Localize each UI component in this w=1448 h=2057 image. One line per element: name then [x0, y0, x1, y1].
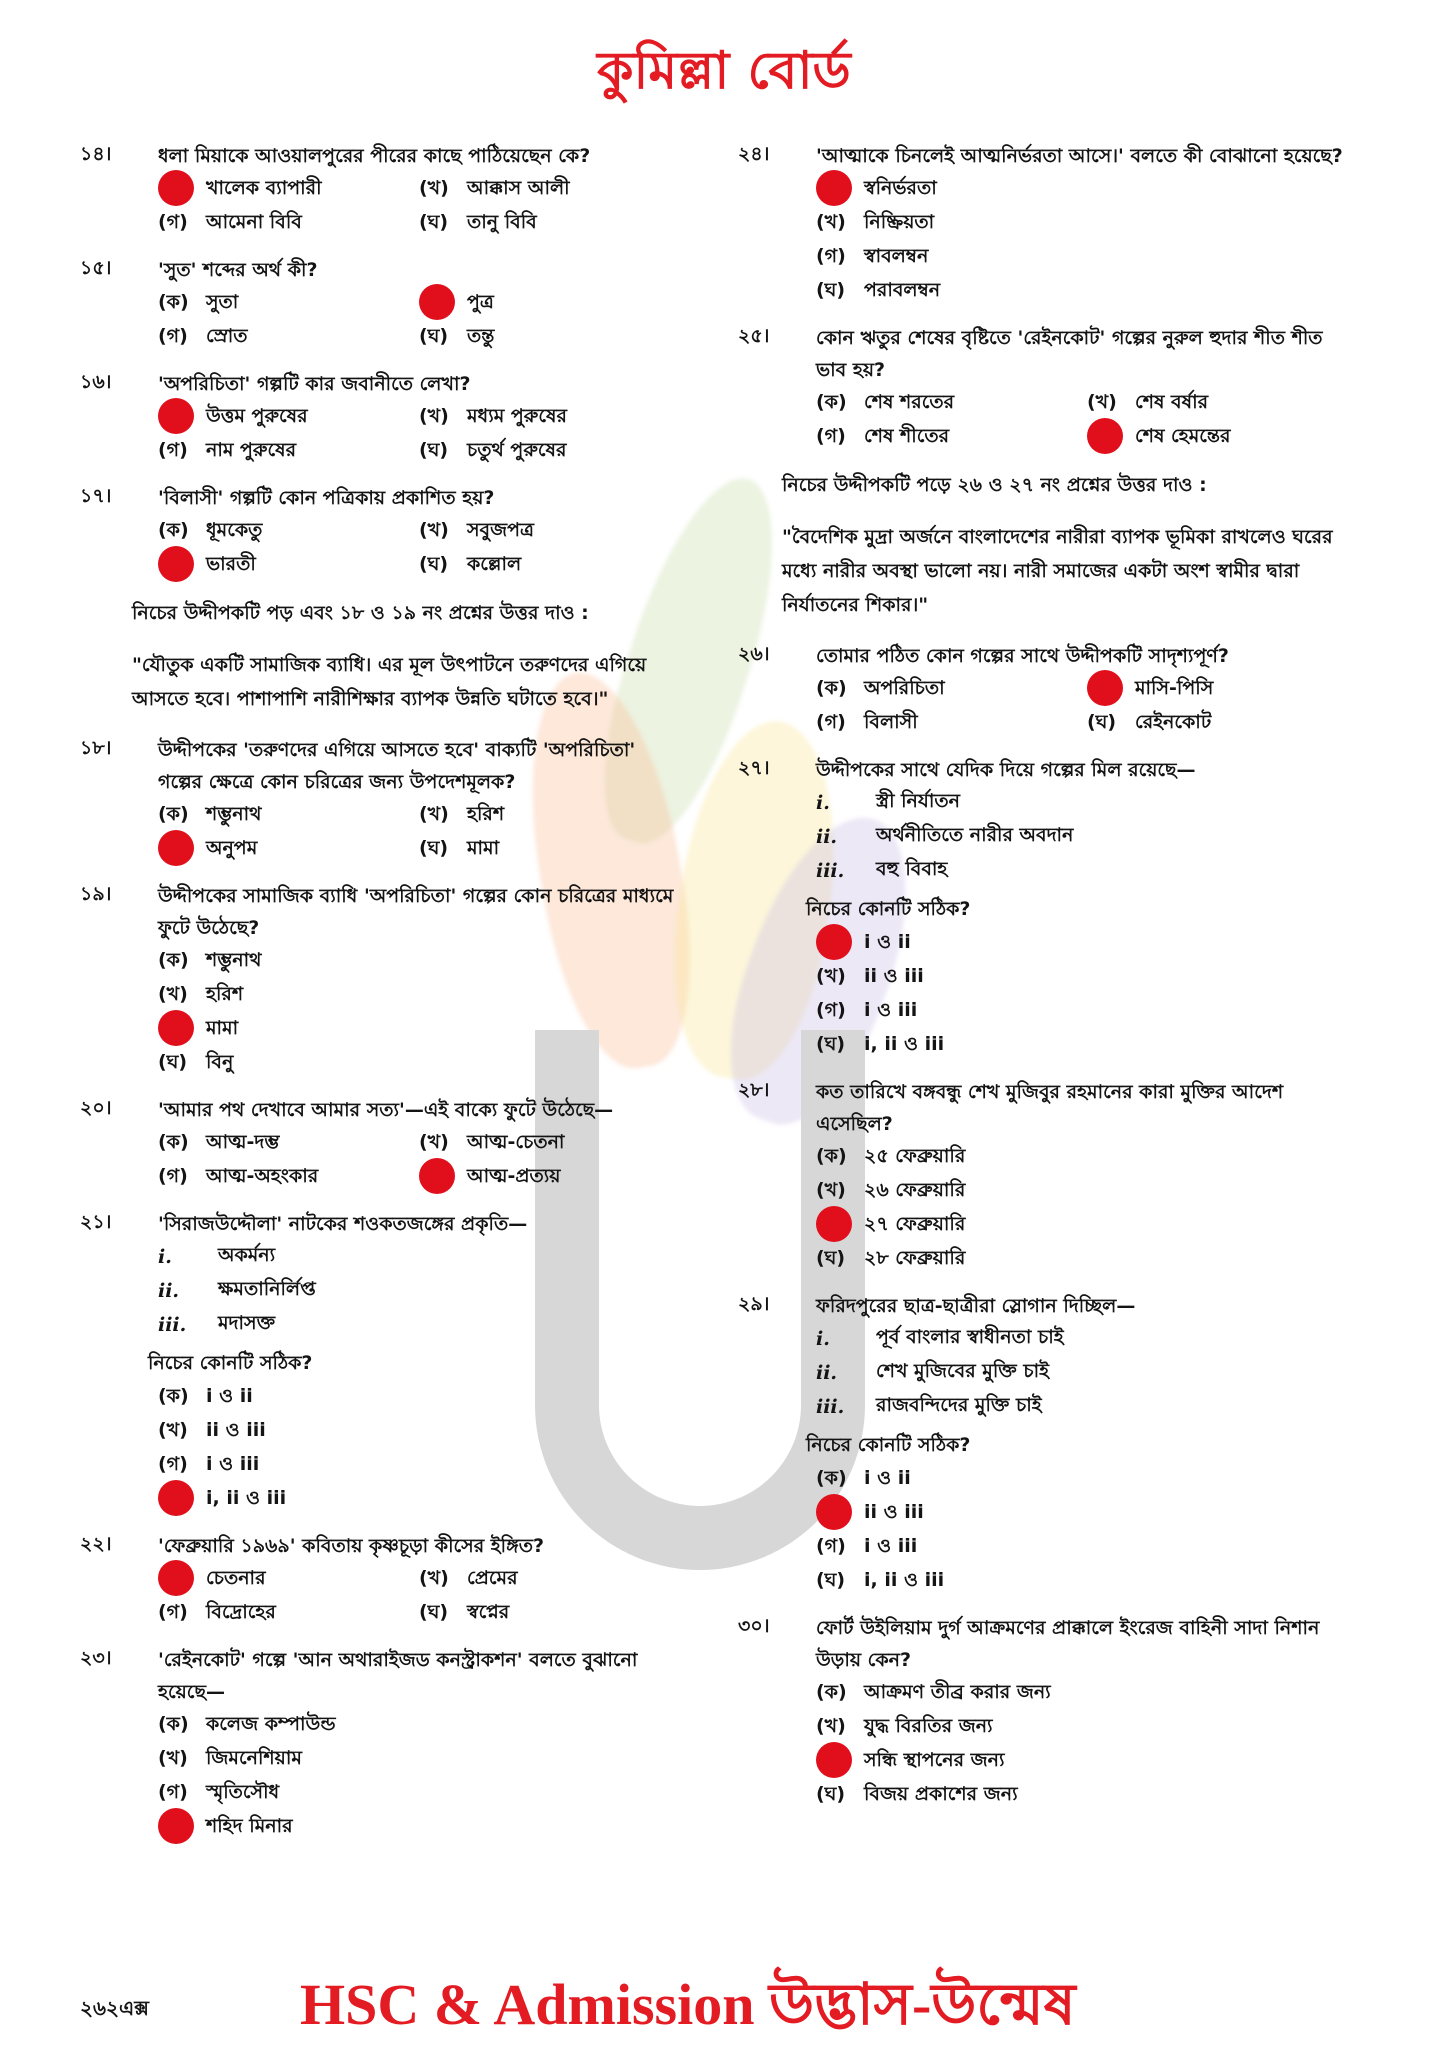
stimulus-instruction: নিচের উদ্দীপকটি পড় এবং ১৮ ও ১৯ নং প্রশ্নের উত্তর দাও :	[132, 602, 589, 624]
option-ga[interactable]: (গ) i ও iii	[158, 1453, 260, 1475]
question-number: ২২।	[80, 1533, 112, 1555]
options-list	[158, 946, 680, 1080]
option-gha[interactable]: (ঘ) মামা	[419, 837, 500, 859]
question-number: ২০।	[80, 1097, 112, 1119]
option-ga[interactable]: অনুপম	[158, 834, 419, 866]
answer-marker	[158, 1560, 194, 1596]
option-kha[interactable]: (খ) জিমনেশিয়াম	[158, 1747, 302, 1769]
answer-marker	[816, 1494, 852, 1530]
question-text: কোন ঋতুর শেষের বৃষ্টিতে 'রেইনকোট' গল্পের নুরুল হুদার শীত শীত ভাব হয়?	[816, 327, 1323, 381]
question-number: ২৪।	[738, 143, 770, 165]
question-number: ২৫।	[738, 325, 770, 347]
question-text: উদ্দীপকের সাথে যেদিক দিয়ে গল্পের মিল রয়েছে—	[816, 759, 1196, 781]
option-kha[interactable]: (খ) হরিশ	[419, 803, 505, 825]
option-ka[interactable]: (ক) সুতা	[158, 291, 239, 313]
option-ga[interactable]: (গ) স্রোত	[158, 325, 248, 347]
question-text: ধলা মিয়াকে আওয়ালপুরের পীরের কাছে পাঠিয়েছেন কে?	[158, 145, 591, 167]
answer-marker	[158, 170, 194, 206]
options-list	[158, 1710, 680, 1844]
question-text: তোমার পঠিত কোন গল্পের সাথে উদ্দীপকটি সাদৃশ্যপূর্ণ?	[816, 645, 1229, 667]
question-17	[80, 482, 680, 582]
brand-banner: HSC & Admission উদ্ভাস-উন্মেষ	[300, 1972, 1076, 2037]
option-kha[interactable]: (খ) প্রেমের	[419, 1567, 518, 1589]
answer-marker	[816, 1742, 852, 1778]
option-kha[interactable]: (খ) সবুজপত্র	[419, 519, 534, 541]
option-ga[interactable]: (গ) স্মৃতিসৌধ	[158, 1781, 280, 1803]
options-grid	[158, 1564, 680, 1630]
answer-marker	[419, 1158, 455, 1194]
option-ka[interactable]: স্বনির্ভরতা	[816, 174, 1358, 206]
option-ga[interactable]: (গ) শেষ শীতের	[816, 425, 950, 447]
option-gha[interactable]: (ঘ) তন্তু	[419, 325, 495, 347]
option-gha[interactable]: (ঘ) তানু বিবি	[419, 211, 537, 233]
option-ka[interactable]: (ক) কলেজ কম্পাউন্ড	[158, 1713, 336, 1735]
options-list	[158, 1382, 680, 1516]
question-28	[738, 1076, 1358, 1276]
question-text: উদ্দীপকের 'তরুণদের এগিয়ে আসতে হবে' বাক্যটি 'অপরিচিতা' গল্পের ক্ষেত্রে কোন চরিত্রের জন্য উপদেশমূলক?	[158, 739, 636, 793]
option-ga[interactable]: (গ) i ও iii	[816, 1535, 918, 1557]
option-ka[interactable]: (ক) ধূমকেতু	[158, 519, 263, 541]
question-24	[738, 140, 1358, 308]
question-number: ১৮।	[80, 737, 112, 759]
statement-ii: ii. ক্ষমতানির্লিপ্ত	[158, 1278, 316, 1302]
option-ga[interactable]: (গ) বিলাসী	[816, 711, 918, 733]
option-kha[interactable]: মাসি-পিসি	[1087, 674, 1358, 706]
options-list	[816, 1142, 1358, 1276]
statement-i: i. অকর্মন্য	[158, 1244, 276, 1268]
sub-question: নিচের কোনটি সঠিক?	[148, 1352, 313, 1374]
answer-marker	[816, 1206, 852, 1242]
page-footer	[0, 1960, 1448, 2037]
answer-marker	[158, 1010, 194, 1046]
option-ga[interactable]: (গ) নাম পুরুষের	[158, 439, 297, 461]
options-grid	[158, 800, 680, 866]
question-15	[80, 254, 680, 354]
options-grid	[816, 388, 1358, 454]
option-kha[interactable]: (খ) আক্কাস আলী	[419, 177, 570, 199]
statement-i: i. পূর্ব বাংলার স্বাধীনতা চাই	[816, 1326, 1064, 1350]
statement-ii: ii. অর্থনীতিতে নারীর অবদান	[816, 824, 1074, 848]
option-kha[interactable]: (খ) ii ও iii	[158, 1419, 266, 1441]
question-text: 'সিরাজউদ্দৌলা' নাটকের শওকতজঙ্গের প্রকৃতি—	[158, 1213, 528, 1235]
question-text: ফরিদপুরের ছাত্র-ছাত্রীরা স্লোগান দিচ্ছিল—	[816, 1295, 1136, 1317]
stimulus-passage: "বৈদেশিক মুদ্রা অর্জনে বাংলাদেশের নারীরা ব্যাপক ভূমিকা রাখলেও ঘরের মধ্যে নারীর অবস্থা ভালো নয়। নারী সমাজের একটা অংশ স্বামীর দ্বারা নির্যাতনের শিকার।"	[782, 526, 1333, 616]
option-ga[interactable]: (গ) বিদ্রোহের	[158, 1601, 276, 1623]
option-gha[interactable]: শেষ হেমন্তের	[1087, 422, 1358, 454]
statement-iii: iii. রাজবন্দিদের মুক্তি চাই	[816, 1394, 1042, 1418]
stimulus-instruction: নিচের উদ্দীপকটি পড়ে ২৬ ও ২৭ নং প্রশ্নের উত্তর দাও :	[782, 474, 1207, 496]
question-25	[738, 322, 1358, 454]
option-gha[interactable]: (ঘ) পরাবলম্বন	[816, 279, 941, 301]
question-text: 'অপরিচিতা' গল্পটি কার জবানীতে লেখা?	[158, 373, 471, 395]
option-gha[interactable]: আত্ম-প্রত্যয়	[419, 1162, 680, 1194]
option-kha[interactable]: (খ) আত্ম-চেতনা	[419, 1131, 565, 1153]
option-ka[interactable]: (ক) শম্ভুনাথ	[158, 803, 262, 825]
option-gha[interactable]: (ঘ) বিনু	[158, 1051, 234, 1073]
option-gha[interactable]: (ঘ) i, ii ও iii	[816, 1569, 945, 1591]
sub-question: নিচের কোনটি সঠিক?	[806, 898, 971, 920]
option-ka[interactable]: (ক) আত্ম-দম্ভ	[158, 1131, 280, 1153]
option-kha[interactable]: (খ) হরিশ	[158, 983, 244, 1005]
statement-ii: ii. শেখ মুজিবের মুক্তি চাই	[816, 1360, 1050, 1384]
question-text: 'রেইনকোট' গল্পে 'আন অথারাইজড কনস্ট্রাকশন' বলতে বুঝানো হয়েছে—	[158, 1649, 638, 1703]
options-grid	[158, 288, 680, 354]
options-grid	[158, 402, 680, 468]
option-gha[interactable]: (ঘ) স্বপ্নের	[419, 1601, 510, 1623]
question-number: ২৯।	[738, 1293, 770, 1315]
option-ka[interactable]: (ক) আক্রমণ তীব্র করার জন্য	[816, 1681, 1051, 1703]
option-ga[interactable]: সন্ধি স্থাপনের জন্য	[816, 1746, 1358, 1778]
option-kha[interactable]: ii ও iii	[816, 1498, 1358, 1530]
option-ka[interactable]: (ক) শম্ভুনাথ	[158, 949, 262, 971]
option-gha[interactable]: (ঘ) চতুর্থ পুরুষের	[419, 439, 567, 461]
right-column	[738, 140, 1358, 1826]
options-list	[816, 928, 1358, 1062]
option-ga[interactable]: (গ) আত্ম-অহংকার	[158, 1165, 319, 1187]
answer-marker	[158, 1480, 194, 1516]
question-22	[80, 1530, 680, 1630]
question-26	[738, 640, 1358, 740]
option-gha[interactable]: শহিদ মিনার	[158, 1812, 680, 1844]
question-14	[80, 140, 680, 240]
left-column	[80, 140, 680, 1858]
question-16	[80, 368, 680, 468]
option-ka[interactable]: (ক) শেষ শরতের	[816, 391, 955, 413]
option-ka[interactable]: খালেক ব্যাপারী	[158, 174, 419, 206]
question-20	[80, 1094, 680, 1194]
option-ka[interactable]: (ক) ২৫ ফেব্রুয়ারি	[816, 1145, 966, 1167]
option-kha[interactable]: (খ) নিষ্ক্রিয়তা	[816, 211, 935, 233]
answer-marker	[816, 170, 852, 206]
option-ga[interactable]: ভারতী	[158, 550, 419, 582]
option-kha[interactable]: (খ) ii ও iii	[816, 965, 924, 987]
question-number: ১৭।	[80, 485, 112, 507]
question-text: 'ফেব্রুয়ারি ১৯৬৯' কবিতায় কৃষ্ণচূড়া কীসের ইঙ্গিত?	[158, 1535, 544, 1557]
question-number: ১৪।	[80, 143, 112, 165]
option-kha[interactable]: পুত্র	[419, 288, 680, 320]
options-list	[816, 174, 1358, 308]
question-23	[80, 1644, 680, 1844]
answer-marker	[1087, 670, 1123, 706]
statement-i: i. স্ত্রী নির্যাতন	[816, 790, 960, 814]
options-list	[816, 1678, 1358, 1812]
option-ga[interactable]: ২৭ ফেব্রুয়ারি	[816, 1210, 1358, 1242]
option-kha[interactable]: (খ) ২৬ ফেব্রুয়ারি	[816, 1179, 966, 1201]
option-ga[interactable]: (গ) স্বাবলম্বন	[816, 245, 929, 267]
option-gha[interactable]: (ঘ) রেইনকোট	[1087, 711, 1212, 733]
option-gha[interactable]: (ঘ) ২৮ ফেব্রুয়ারি	[816, 1247, 966, 1269]
answer-marker	[158, 1808, 194, 1844]
statement-iii: iii. বহু বিবাহ	[816, 858, 948, 882]
answer-marker	[158, 398, 194, 434]
answer-marker	[158, 830, 194, 866]
option-ka[interactable]: উত্তম পুরুষের	[158, 402, 419, 434]
question-text: 'বিলাসী' গল্পটি কোন পত্রিকায় প্রকাশিত হয়?	[158, 487, 495, 509]
question-text: 'আমার পথ দেখাবে আমার সত্য'—এই বাক্যে ফুটে উঠেছে—	[158, 1099, 614, 1121]
option-ga[interactable]: (গ) আমেনা বিবি	[158, 211, 302, 233]
options-grid	[158, 1128, 680, 1194]
question-text: উদ্দীপকের সামাজিক ব্যাধি 'অপরিচিতা' গল্পের কোন চরিত্রের মাধ্যমে ফুটে উঠেছে?	[158, 885, 674, 939]
option-gha[interactable]: (ঘ) কল্লোল	[419, 553, 522, 575]
option-kha[interactable]: (খ) যুদ্ধ বিরতির জন্য	[816, 1715, 993, 1737]
question-text: 'সুত' শব্দের অর্থ কী?	[158, 259, 318, 281]
question-text: ফোর্ট উইলিয়াম দুর্গ আক্রমণের প্রাক্কালে ইংরেজ বাহিনী সাদা নিশান উড়ায় কেন?	[816, 1617, 1320, 1671]
question-text: কত তারিখে বঙ্গবন্ধু শেখ মুজিবুর রহমানের কারা মুক্তির আদেশ এসেছিল?	[816, 1081, 1284, 1135]
options-grid	[158, 516, 680, 582]
board-title: কুমিল্লা বোর্ড	[597, 41, 851, 101]
option-ka[interactable]: (ক) i ও ii	[816, 1467, 911, 1489]
answer-marker	[419, 284, 455, 320]
option-ka[interactable]: চেতনার	[158, 1564, 419, 1596]
question-number: ২৬।	[738, 643, 770, 665]
options-grid	[816, 674, 1358, 740]
question-number: ১৫।	[80, 257, 112, 279]
answer-marker	[816, 924, 852, 960]
options-grid	[158, 174, 680, 240]
question-29	[738, 1290, 1358, 1598]
question-number: ১৬।	[80, 371, 112, 393]
option-gha[interactable]: (ঘ) i, ii ও iii	[816, 1033, 945, 1055]
option-kha[interactable]: (খ) শেষ বর্ষার	[1087, 391, 1209, 413]
question-19	[80, 880, 680, 1080]
question-text: 'আত্মাকে চিনলেই আত্মনির্ভরতা আসে।' বলতে কী বোঝানো হয়েছে?	[816, 145, 1343, 167]
question-number: ২৩।	[80, 1647, 112, 1669]
question-18	[80, 734, 680, 866]
stimulus-passage: "যৌতুক একটি সামাজিক ব্যাধি। এর মূল উৎপাটনে তরুণদের এগিয়ে আসতে হবে। পাশাপাশি নারীশিক্ষার ব্যাপক উন্নতি ঘটাতে হবে।"	[132, 654, 647, 710]
option-gha[interactable]: i, ii ও iii	[158, 1484, 680, 1516]
answer-marker	[158, 546, 194, 582]
page-number: ২৬২এক্স	[80, 1996, 149, 2020]
option-gha[interactable]: (ঘ) বিজয় প্রকাশের জন্য	[816, 1783, 1018, 1805]
option-ka[interactable]: i ও ii	[816, 928, 1358, 960]
sub-question: নিচের কোনটি সঠিক?	[806, 1434, 971, 1456]
option-ka[interactable]: (ক) i ও ii	[158, 1385, 253, 1407]
option-ka[interactable]: (ক) অপরিচিতা	[816, 677, 945, 699]
option-ga[interactable]: মামা	[158, 1014, 680, 1046]
question-number: ১৯।	[80, 883, 112, 905]
statement-iii: iii. মদাসক্ত	[158, 1312, 276, 1336]
options-list	[816, 1464, 1358, 1598]
question-number: ২৭।	[738, 757, 770, 779]
answer-marker	[1087, 418, 1123, 454]
option-ga[interactable]: (গ) i ও iii	[816, 999, 918, 1021]
question-21	[80, 1208, 680, 1516]
option-kha[interactable]: (খ) মধ্যম পুরুষের	[419, 405, 567, 427]
question-number: ২১।	[80, 1211, 112, 1233]
question-number: ২৮।	[738, 1079, 770, 1101]
question-27	[738, 754, 1358, 1062]
question-number: ৩০।	[738, 1615, 770, 1637]
question-30	[738, 1612, 1358, 1812]
